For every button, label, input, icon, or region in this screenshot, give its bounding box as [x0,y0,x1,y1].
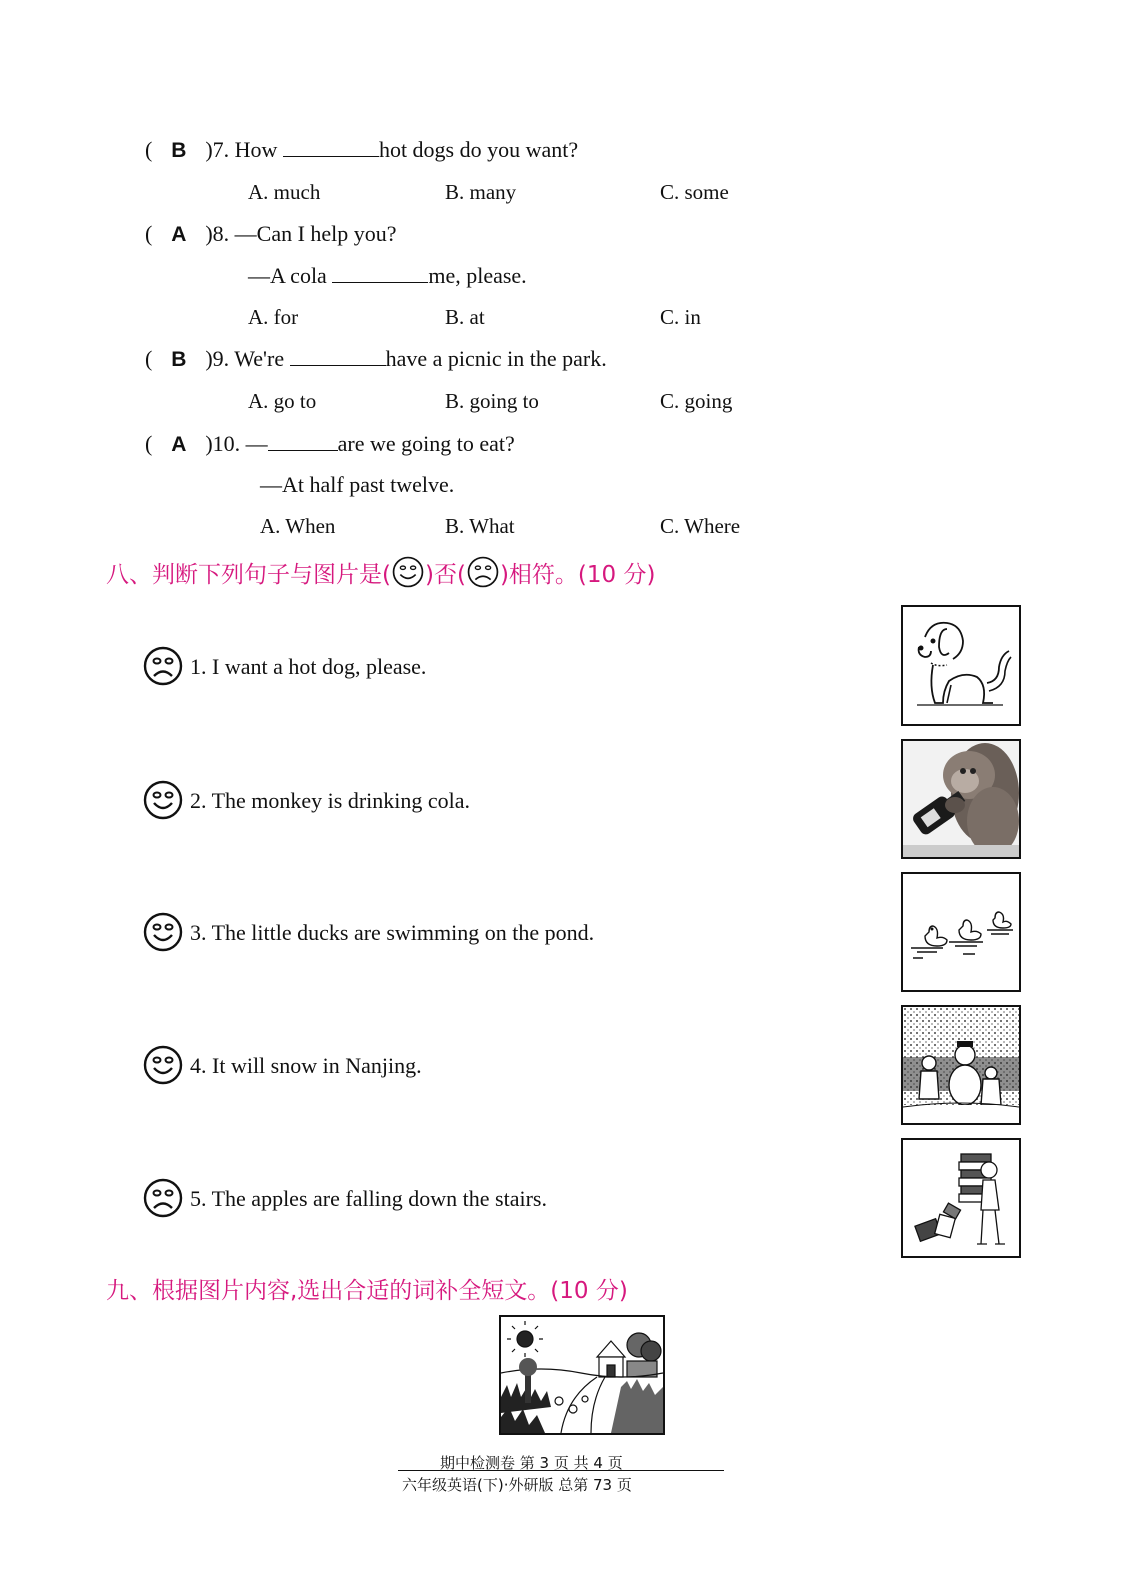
question-10: ( A )10. — are we going to eat? [145,431,515,456]
option-c: C. going [660,389,733,413]
answer-9: B [171,348,187,371]
option-b: B. going to [445,389,539,413]
smiley-face-icon [143,912,183,952]
option-a: A. go to [248,389,317,413]
question-10-stem: )10. — [205,431,268,456]
footer-line-2: 六年级英语(下)·外研版 总第 73 页 [402,1476,632,1494]
blank [290,347,386,366]
snow-picture [901,1005,1021,1125]
answer-8: A [171,223,187,246]
dog-drawing [903,607,1019,724]
blank [332,264,428,283]
snow-children-drawing [903,1007,1019,1123]
footer-divider [398,1470,724,1471]
question-7: ( B )7. How hot dogs do you want? [145,137,579,162]
question-7-stem: )7. How [205,137,278,162]
dog-picture [901,605,1021,726]
option-c: C. Where [660,514,741,538]
question-10-line2: —At half past twelve. [260,472,455,497]
statement-5: 5. The apples are falling down the stairs. [190,1186,547,1211]
sad-face-icon [143,646,183,686]
question-9: ( B )9. We're have a picnic in the park. [145,346,607,371]
option-c: C. some [660,180,729,204]
monkey-drinking-drawing [903,741,1019,857]
question-8: ( A )8. —Can I help you? [145,221,397,246]
option-a: A. for [248,305,299,329]
section-9-title: 九、根据图片内容,选出合适的词补全短文。(10 分) [106,1278,628,1304]
question-9-stem: )9. We're [205,346,285,371]
option-c: C. in [660,305,701,329]
farm-picture [499,1315,665,1435]
option-b: B. at [445,305,485,329]
statement-3: 3. The little ducks are swimming on the pond. [190,920,595,945]
statement-2: 2. The monkey is drinking cola. [190,788,471,813]
sad-face-icon [466,555,500,589]
monkey-picture [901,739,1021,859]
blank [283,138,379,157]
question-7-stem-end: hot dogs do you want? [378,137,579,162]
blank [268,432,338,451]
ducks-picture [901,872,1021,992]
option-a: A. When [260,514,336,538]
statement-1: 1. I want a hot dog, please. [190,654,427,679]
option-b: B. many [445,180,517,204]
sad-face-icon [143,1178,183,1218]
statement-4: 4. It will snow in Nanjing. [190,1053,422,1078]
answer-7: B [171,139,187,162]
smiley-face-icon [391,555,425,589]
boy-books-drawing [903,1140,1019,1256]
question-8-stem: )8. —Can I help you? [205,221,397,246]
smiley-face-icon [143,780,183,820]
question-8-line2: —A cola me, please. [248,263,527,288]
section-8-title: 八、判断下列句子与图片是( )否( )相符。(10 分) [106,555,655,589]
ducks-drawing [903,874,1019,990]
answer-10: A [171,433,187,456]
option-a: A. much [248,180,321,204]
option-b: B. What [445,514,515,538]
smiley-face-icon [143,1045,183,1085]
footer-line-1: 期中检测卷 第 3 页 共 4 页 [440,1454,623,1472]
farm-scene-drawing [501,1317,663,1433]
boy-books-picture [901,1138,1021,1258]
